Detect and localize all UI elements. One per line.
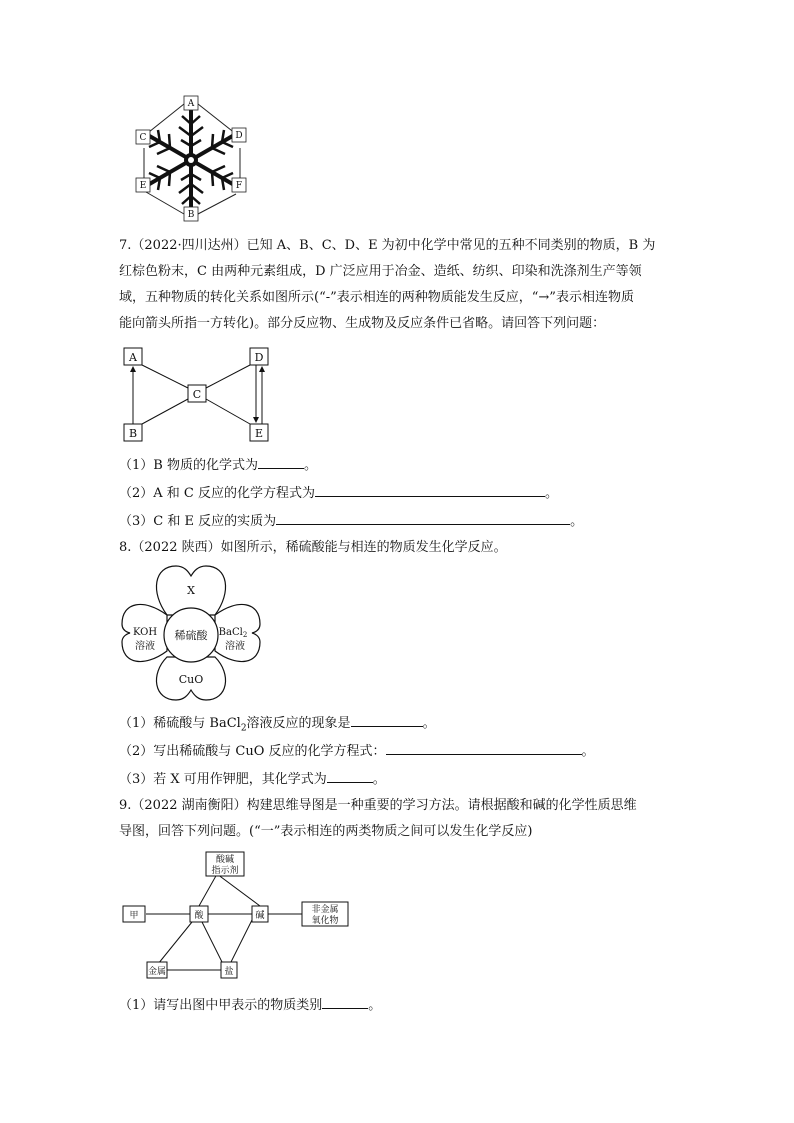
q7-node-a: A — [129, 351, 137, 364]
node-label-c: C — [139, 133, 147, 143]
clover-right-label-1: BaCl — [218, 627, 243, 638]
q8-sub3-end: 。 — [372, 772, 386, 787]
q7-node-c: C — [192, 388, 202, 401]
map-acid-label: 酸 — [194, 911, 204, 921]
q7-sub1-text: （1）B 物质的化学式为 — [119, 458, 258, 473]
clover-bottom-label: CuO — [178, 673, 204, 686]
q8-stem-line-1: 8.（2022 陕西）如图所示，稀硫酸能与相连的物质发生化学反应。 — [119, 540, 507, 555]
q7-stem-line-4: 能向箭头所指一方转化)。部分反应物、生成物及反应条件已省略。请回答下列问题： — [119, 316, 606, 331]
node-label-f: F — [235, 181, 243, 191]
clover-left-label-1: KOH — [132, 627, 158, 638]
map-nonmetal-label-2: 氧化物 — [311, 916, 339, 926]
q8-sub1-text-a: （1）稀硫酸与 BaCl — [119, 716, 241, 731]
map-salt-label: 盐 — [224, 967, 234, 977]
q7-sub3-text: （3）C 和 E 反应的实质为 — [119, 514, 277, 529]
q7-stem-line-1: 7.（2022·四川达州）已知 A、B、C、D、E 为初中化学中常见的五种不同类别的物质，B 为 — [119, 238, 656, 253]
q7-sub3-end: 。 — [570, 514, 584, 529]
q7-node-e: E — [254, 427, 264, 440]
q7-node-d: D — [254, 351, 264, 364]
q7-sub2-end: 。 — [545, 486, 559, 501]
node-label-d: D — [235, 131, 243, 141]
q7-sub-question-1 — [119, 454, 317, 476]
q7-sub-question-2 — [119, 482, 558, 504]
q9-sub1-text: （1）请写出图中甲表示的物质类别 — [119, 998, 323, 1013]
clover-right-label-2: 溶液 — [225, 641, 245, 652]
answer-blank[interactable] — [322, 994, 368, 1009]
map-jia-label: 甲 — [129, 911, 139, 921]
q7-stem-line-2: 红棕色粉末，C 由两种元素组成，D 广泛应用于冶金、造纸、纺织、印染和洗涤剂生产等领 — [119, 264, 642, 279]
q8-clover-diagram — [120, 562, 262, 704]
q7-stem-line-3: 域，五种物质的转化关系如图所示(“-”表示相连的两种物质能发生反应，“→”表示相连物质 — [119, 290, 634, 305]
answer-blank[interactable] — [327, 768, 373, 783]
answer-blank[interactable] — [386, 740, 582, 755]
map-nonmetal-label-1: 非金属 — [311, 905, 339, 915]
q7-sub-question-3 — [119, 510, 583, 532]
q9-sub1-end: 。 — [368, 998, 382, 1013]
q9-sub-question-1 — [119, 994, 381, 1016]
clover-center-label: 稀硫酸 — [174, 629, 208, 642]
answer-blank[interactable] — [258, 454, 304, 469]
node-label-b: B — [187, 210, 195, 220]
q8-sub-question-3 — [119, 768, 386, 790]
q8-sub-question-2 — [119, 740, 595, 762]
answer-blank[interactable] — [315, 482, 545, 497]
map-base-label: 碱 — [255, 911, 265, 921]
q8-sub2-text: （2）写出稀硫酸与 CuO 反应的化学方程式： — [119, 744, 386, 759]
clover-top-label: X — [187, 584, 195, 597]
q8-sub-question-1 — [119, 712, 436, 739]
q9-mind-map — [120, 850, 352, 982]
map-indicator-label-2: 指示剂 — [211, 866, 239, 876]
q9-stem-line-1: 9.（2022 湖南衡阳）构建思维导图是一种重要的学习方法。请根据酸和碱的化学性质思维 — [119, 798, 637, 813]
node-label-e: E — [139, 181, 147, 191]
node-label-a: A — [187, 99, 195, 109]
q8-sub2-end: 。 — [581, 744, 595, 759]
clover-right-subscript: 2 — [242, 631, 248, 639]
map-indicator-label-1: 酸碱 — [215, 855, 235, 865]
q8-sub1-end: 。 — [422, 716, 436, 731]
q7-sub1-end: 。 — [303, 458, 317, 473]
q8-sub3-text: （3）若 X 可用作钾肥，其化学式为 — [119, 772, 327, 787]
clover-left-label-2: 溶液 — [135, 641, 155, 652]
answer-blank[interactable] — [276, 510, 570, 525]
q9-stem-line-2: 导图，回答下列问题。(“一”表示相连的两类物质之间可以发生化学反应) — [119, 824, 533, 839]
q8-sub1-subscript: 2 — [240, 723, 247, 734]
q7-relation-diagram — [120, 346, 280, 444]
snowflake-figure — [128, 94, 258, 226]
map-metal-label: 金属 — [147, 967, 167, 977]
q7-node-b: B — [128, 427, 138, 440]
answer-blank[interactable] — [351, 712, 423, 727]
q8-sub1-text-b: 溶液反应的现象是 — [246, 716, 351, 731]
q7-sub2-text: （2）A 和 C 反应的化学方程式为 — [119, 486, 316, 501]
